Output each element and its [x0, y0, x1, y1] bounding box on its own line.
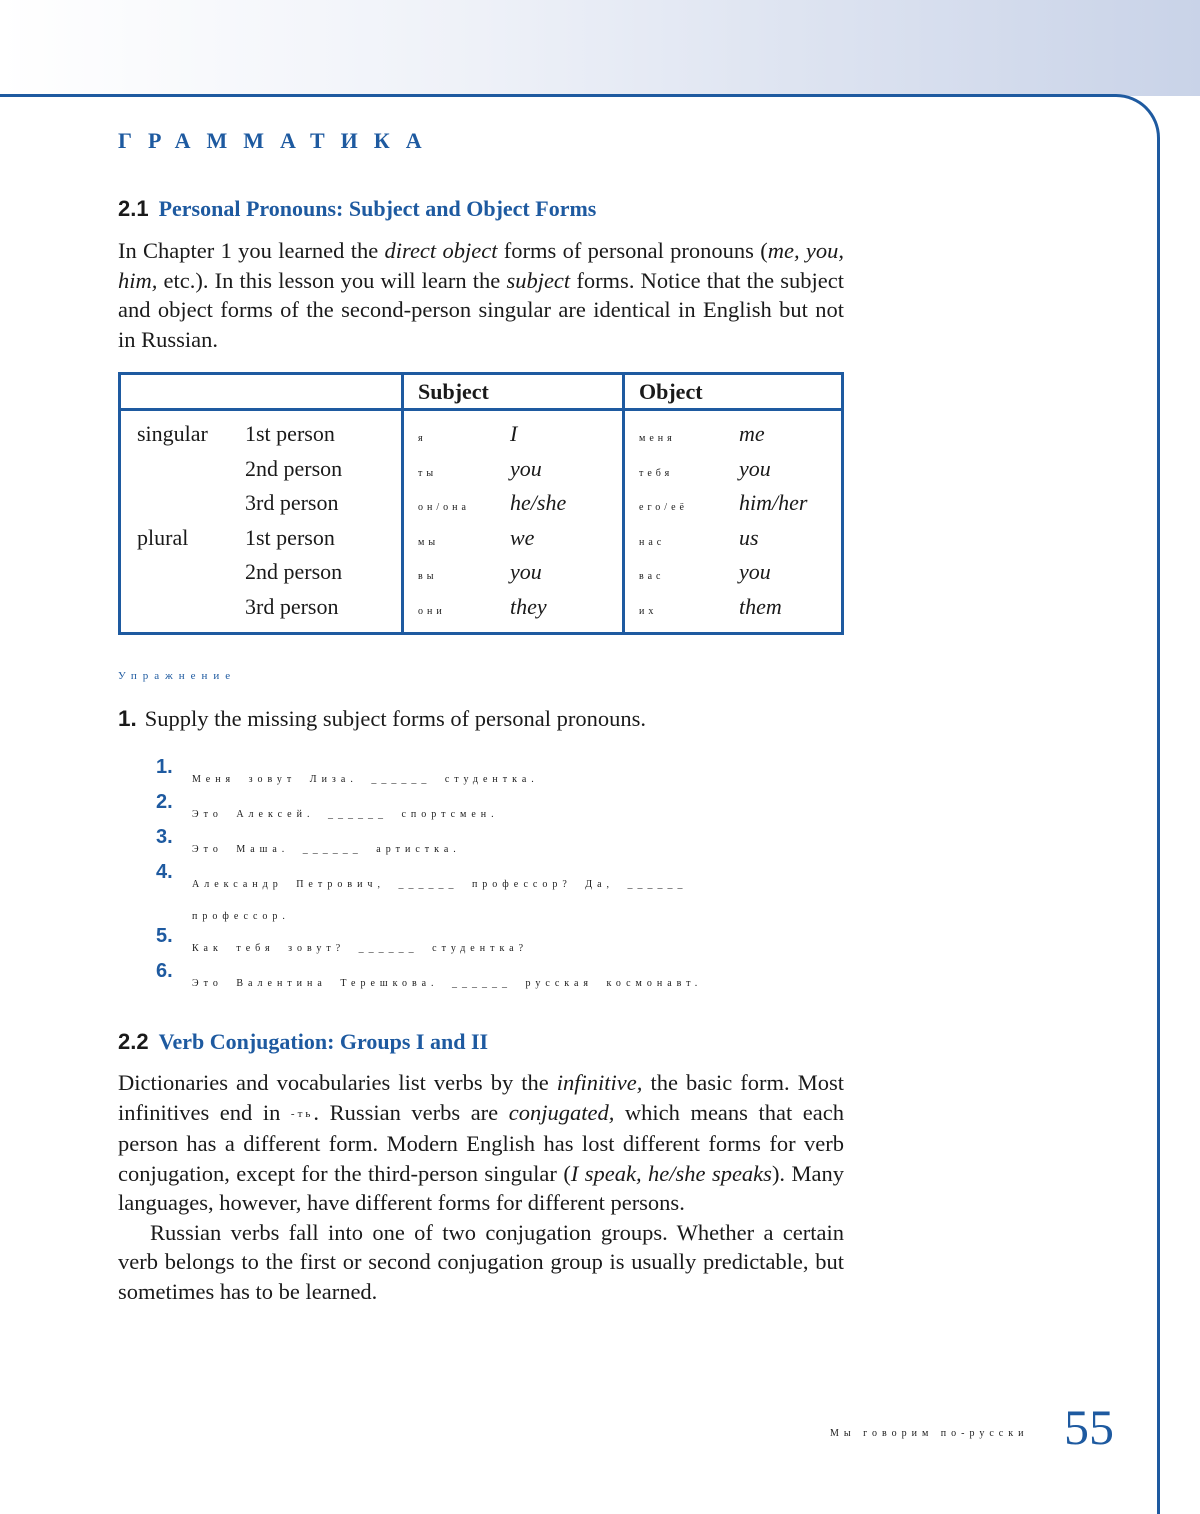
object-en: you — [739, 559, 771, 585]
exercise-instruction — [118, 706, 646, 732]
person-cell: 2nd person — [245, 559, 343, 585]
body-em: I speak, he/she speaks — [570, 1160, 772, 1186]
section-name: Verb Conjugation: Groups I and II — [158, 1029, 489, 1054]
object-en: me — [739, 421, 765, 447]
section-2-1-title — [118, 196, 596, 222]
intro-em: subject — [506, 267, 571, 293]
object-en: him/her — [739, 490, 808, 516]
item-number: 6. — [156, 960, 173, 982]
subject-ru: они — [418, 605, 446, 617]
body-text: the basic form. Most infinitives end in — [118, 1070, 844, 1125]
object-en: us — [739, 524, 759, 550]
item-text: Меня зовут Лиза. ______ студентка. — [192, 774, 539, 785]
header-object: Object — [624, 374, 843, 410]
subject-ru: я — [418, 433, 427, 445]
top-gradient-band — [0, 0, 1200, 96]
section-name: Personal Pronouns: Subject and Object Forms — [158, 196, 597, 221]
table-header-row — [120, 374, 843, 410]
table-row — [120, 555, 843, 590]
subject-en: I — [510, 421, 518, 447]
intro-text: forms of personal pronouns ( — [497, 238, 768, 263]
header-subject: Subject — [403, 374, 624, 410]
number-cell: plural — [137, 524, 189, 550]
intro-text: etc.). In this lesson you will learn the — [157, 267, 507, 293]
intro-text: In Chapter 1 you learned the — [118, 238, 385, 263]
table-row — [120, 410, 843, 452]
item-text: Это Алексей. ______ спортсмен. — [192, 809, 499, 820]
object-ru: его/её — [639, 502, 688, 514]
section-heading: ГРАММАТИКА — [118, 128, 438, 153]
object-ru: меня — [639, 433, 676, 445]
item-text: Это Валентина Терешкова. ______ русская космонавт. — [192, 978, 703, 989]
page-number: 55 — [1064, 1399, 1114, 1455]
number-cell — [120, 555, 246, 590]
section-2-2-title — [118, 1029, 488, 1055]
table-row — [120, 521, 843, 556]
header-empty — [120, 374, 403, 410]
exercise-instruction-text: Supply the missing subject forms of personal pronouns. — [144, 706, 646, 731]
number-cell — [120, 486, 246, 521]
section-2-1-intro — [118, 236, 844, 354]
paragraph — [118, 1068, 844, 1218]
intro-text: forms. Notice that the subject and object forms of the second-person singular are identical in English but not in Russian. — [118, 267, 844, 352]
number-cell — [120, 590, 246, 634]
paragraph: Russian verbs fall into one of two conjugation groups. Whether a certain verb belongs to the first or second conjugation group is usually predictable, but sometimes has to be learned. — [118, 1219, 844, 1304]
subject-en: we — [510, 524, 535, 550]
list-item — [156, 925, 756, 960]
object-ru: вас — [639, 571, 665, 583]
infinitive-suffix: -ть — [290, 1107, 314, 1120]
footer-book-title: Мы говорим по-русски — [830, 1428, 1029, 1439]
item-text: Это Маша. ______ артистка. — [192, 844, 461, 855]
table-row — [120, 486, 843, 521]
intro-em: direct object — [384, 238, 498, 263]
body-em: infinitive, — [556, 1070, 643, 1095]
list-item — [156, 791, 756, 826]
list-item — [156, 960, 756, 995]
section-2-2-body — [118, 1068, 844, 1306]
exercise-number: 1. — [118, 706, 137, 731]
exercise-list — [156, 756, 756, 995]
exercise-label: Упражнение — [118, 670, 237, 682]
object-ru: их — [639, 605, 658, 617]
subject-en: you — [510, 455, 542, 481]
item-number: 2. — [156, 791, 173, 813]
list-item — [156, 756, 756, 791]
section-number: 2.1 — [118, 196, 149, 221]
subject-ru: мы — [418, 536, 440, 548]
subject-en: they — [510, 593, 547, 619]
person-cell: 1st person — [245, 524, 335, 550]
subject-ru: вы — [418, 571, 438, 583]
body-text: . Russian verbs are — [313, 1099, 509, 1125]
section-number: 2.2 — [118, 1029, 149, 1054]
number-cell: singular — [137, 421, 208, 447]
subject-ru: он/она — [418, 502, 470, 514]
table-row — [120, 590, 843, 634]
object-en: them — [739, 593, 782, 619]
body-text: Dictionaries and vocabularies list verbs by the — [118, 1070, 557, 1095]
body-text: which means that each person has a different form. Modern English has lost different forms for verb conjugation, except for the third-person singular ( — [118, 1099, 844, 1186]
item-number: 3. — [156, 826, 173, 848]
person-cell: 3rd person — [245, 490, 339, 516]
subject-ru: ты — [418, 467, 438, 479]
body-text: ). Many languages, however, have different forms for different persons. — [118, 1160, 844, 1216]
item-number: 4. — [156, 861, 173, 883]
item-number: 5. — [156, 925, 173, 947]
number-cell — [120, 452, 246, 487]
pronoun-table — [118, 372, 844, 635]
item-number: 1. — [156, 756, 173, 778]
object-en: you — [739, 455, 771, 481]
person-cell: 3rd person — [245, 593, 339, 619]
body-em: conjugated, — [508, 1099, 615, 1125]
person-cell: 2nd person — [245, 455, 343, 481]
list-item — [156, 861, 756, 925]
intro-em: me, you, him, — [118, 238, 844, 293]
subject-en: he/she — [510, 490, 567, 516]
table-row — [120, 452, 843, 487]
object-ru: нас — [639, 536, 666, 548]
person-cell: 1st person — [245, 421, 335, 447]
item-text: Как тебя зовут? ______ студентка? — [192, 943, 529, 954]
object-ru: тебя — [639, 467, 674, 479]
item-text: Александр Петрович, ______ профессор? Да, ______ профессор. — [192, 879, 688, 922]
subject-en: you — [510, 559, 542, 585]
list-item — [156, 826, 756, 861]
